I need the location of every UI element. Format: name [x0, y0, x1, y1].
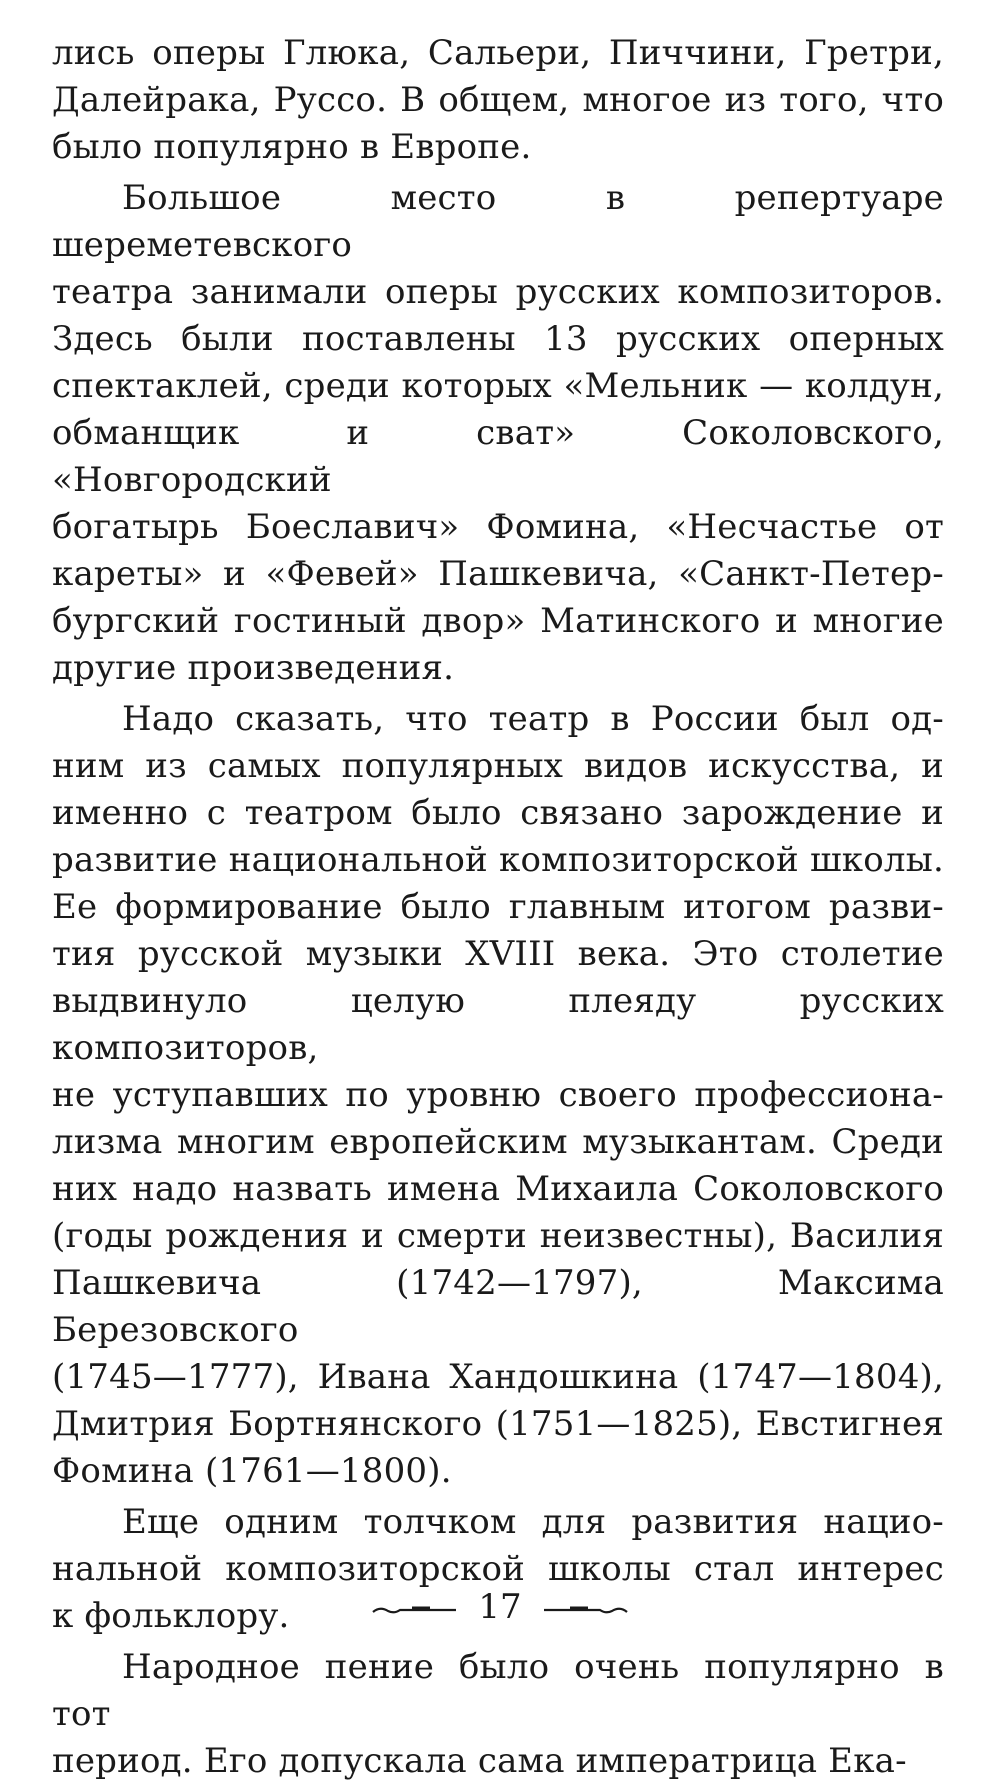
text-line: лись оперы Глюка, Сальери, Пиччини, Гретри, — [52, 33, 944, 73]
paragraph-2 — [52, 175, 944, 692]
text-line: Ее формирование было главным итогом разви- — [52, 887, 944, 927]
text-line: Пашкевича (1742—1797), Максима Березовского — [52, 1263, 944, 1350]
text-line: Большое место в репертуаре шереметевского — [52, 178, 944, 265]
text-line: богатырь Боеславич» Фомина, «Несчастье от — [52, 507, 944, 547]
paragraph-3 — [52, 696, 944, 1495]
text-line: лизма многим европейским музыкантам. Среди — [52, 1122, 944, 1162]
left-ornament-icon — [368, 1596, 458, 1618]
text-line: выдвинуло целую плеяду русских композиторов, — [52, 981, 944, 1068]
text-line: (годы рождения и смерти неизвестны), Василия — [52, 1216, 944, 1256]
page-body — [52, 30, 944, 1785]
text-line: кареты» и «Февей» Пашкевича, «Санкт-Петер- — [52, 554, 944, 594]
text-line: бургский гостиный двор» Матинского и многие — [52, 601, 944, 641]
text-line: Надо сказать, что театр в России был од- — [122, 699, 944, 739]
text-line: Еще одним толчком для развития нацио- — [122, 1502, 944, 1542]
text-line: период. Его допускала сама императрица Ека- — [52, 1741, 907, 1781]
page-number: 17 — [478, 1587, 522, 1627]
text-line: не уступавших по уровню своего профессиона- — [52, 1075, 944, 1115]
text-line: Народное пение было очень популярно в тот — [52, 1647, 944, 1734]
text-line: нальной композиторской школы стал интерес — [52, 1549, 944, 1589]
paragraph-1 — [52, 30, 944, 171]
text-line: Далейрака, Руссо. В общем, многое из того, что — [52, 80, 944, 120]
right-ornament-icon — [542, 1596, 632, 1618]
page-footer — [0, 1585, 1000, 1627]
text-line: ним из самых популярных видов искусства, и — [52, 746, 944, 786]
text-line: к фольклору. — [52, 1596, 290, 1636]
text-line: именно с театром было связано зарождение и — [52, 793, 944, 833]
text-line: другие произведения. — [52, 648, 455, 688]
text-line: тия русской музыки XVIII века. Это столетие — [52, 934, 944, 974]
text-line: них надо назвать имена Михаила Соколовского — [52, 1169, 944, 1209]
paragraph-5 — [52, 1644, 944, 1785]
text-line: (1745—1777), Ивана Хандошкина (1747—1804), — [52, 1357, 944, 1397]
text-line: спектаклей, среди которых «Мельник — колдун, — [52, 366, 944, 406]
text-line: Здесь были поставлены 13 русских оперных — [52, 319, 944, 359]
text-line: было популярно в Европе. — [52, 127, 532, 167]
text-line: театра занимали оперы русских композиторов. — [52, 272, 944, 312]
text-line: Фомина (1761—1800). — [52, 1451, 452, 1491]
text-line: обманщик и сват» Соколовского, «Новгородский — [52, 413, 944, 500]
text-line: развитие национальной композиторской школы. — [52, 840, 944, 880]
text-line: Дмитрия Бортнянского (1751—1825), Евстигнея — [52, 1404, 944, 1444]
